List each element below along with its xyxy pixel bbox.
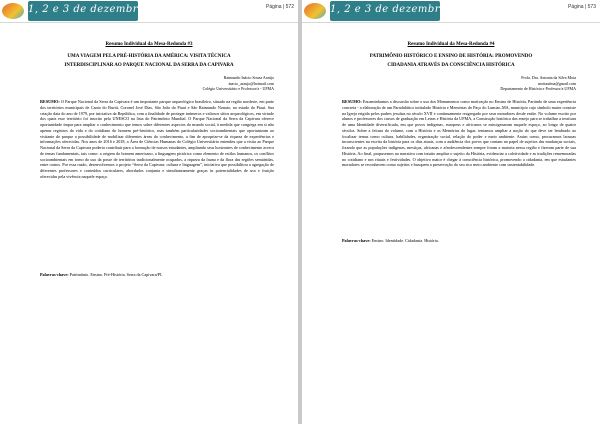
author-block	[203, 75, 274, 92]
abstract-title-line-1: PATRIMÔNIO HISTÓRICO E ENSINO DE HISTÓRIA: PROMOVENDO	[369, 54, 533, 59]
page-number: Página | 572	[266, 4, 294, 10]
banner-title: 1, 2 e 3 de dezembro de 2019	[28, 1, 138, 21]
abstract-title-line-2: CIDADANIA ATRAVÉS DA CONSCIÊNCIA HISTÓRICA	[387, 63, 515, 68]
conference-banner	[302, 0, 600, 23]
summary-label: RESUMO:	[40, 99, 60, 104]
abstract-body	[40, 99, 274, 180]
keywords-label: Palavras-chave:	[342, 238, 371, 243]
conference-banner	[0, 0, 298, 23]
author-block	[500, 75, 576, 92]
abstract-title	[342, 52, 560, 70]
author-name: Raimundo Inácio Souza Araújo	[223, 75, 274, 80]
author-affiliation: Departamento de História e Professor/a UFMA	[500, 86, 576, 91]
banner-decoration-icon	[2, 3, 24, 19]
summary-label: RESUMO:	[342, 99, 362, 104]
abstract-heading: Resumo Individual da Mesa-Redonda #4	[407, 42, 495, 47]
keywords	[40, 272, 274, 278]
page-right	[302, 0, 600, 424]
page-number: Página | 573	[568, 4, 596, 10]
author-affiliation: Colégio Universitário e Professor/a - UFMA	[202, 86, 274, 91]
keywords-text: Patrimônio. Ensino. Pré-História. Serra da Capivara/PI.	[69, 272, 163, 277]
keywords	[342, 238, 576, 244]
abstract-heading: Resumo Individual da Mesa-Redonda #3	[105, 42, 193, 47]
summary-text: O Parque Nacional da Serra da Capivara é um importante parque arqueológico brasileiro, situado na região nordeste, em parte dos territórios municipais de Canto do Buriti, Coronel José Dias, São João do Piauí e São Raimundo Nonato, no estado do Piauí. Sua criação data do ano de 1979, por iniciativa da República, com a finalidade de proteger inúmeros e valiosos sítios arqueológicos, em virtude dos quais esse território foi inscrito pela UNESCO na lista do Patrimônio Mundial. O Parque Nacional da Serra da Capivara oferece oportunidade ímpar para ampliar o conhecimento que temos sobre diferentes aspectos do mundo social, à medida que congrega em si não apenas registros da vida e do cotidiano do homem pré-histórico, mas também particularidades socioambientais que oportunizam ao visitante do parque a possibilidade de mobilizar diferentes áreas do conhecimento, a fim de apropriar-se da riqueza de experiências e informações oferecidas. Nos anos de 2016 e 2018, a Área de Ciências Humanas do Colégio Universitário entendeu que a visita ao Parque Nacional da Serra da Capivara poderia contribuir para a formação de nossos estudantes, ampliando seus horizontes de conhecimento acerca de temas fundamentais, tais como: a origem do homem americano, a linguagem pictórica como elemento de estilos humanos, os conflitos socioambientais em torno do uso da posse de territórios tradicionalmente ocupados, a riqueza da fauna e da flora das regiões semiáridas, entre outros. Por essa razão, desenvolvemos o projeto “Serra da Capivara: cultura e linguagem”, iniciativa que possibilitou a agregação de diferentes professores e conteúdos curriculares, abordados conjunta e simultaneamente graças às potencialidades de uso e fruição oferecidas pela vivência naquele espaço.	[40, 99, 275, 179]
abstract-body	[342, 99, 576, 168]
keywords-text: Ensino. Identidade. Cidadania. História.	[371, 238, 439, 243]
summary-text: Encaminhamos a discussão sobre o uso dos Monumentos como motivação no Ensino de História, Partindo de uma experiência concreta - a elaboração de um Paradidático intitulado História e Memórias do Paço do Lumiar–MA, município cujo símbolo maior consiste na Igreja erigida pelos padres jesuítas no século XVII e continuamente reagregado por seus moradores desde então. No volume escrito por alunos e professores dos cursos de graduação em Letras e História da UFMA, a Construção histórica das ensejo para se trabalhar a tessitura de uma Identidade diversificada, em que povos indígenas, europeus e africanos se miscigenaram naquele espaço, ao longo de quatro séculos. Sobre a feitura do volume, com a História e as Memórias do lugar, tentamos ampliar a noção do que deve ser lembrado ao focalizar temas como cultura, habilidades, organização social, relação do poder e meio ambiente. Assim como, procuramos lacunas inconscientes na escrita da história para os dias atuais, com a audiência dos povos que contam no papel de sujeitos das mudanças sociais, fixando que as populações indígenas, mestiças, africanas e afrodescendentes sempre foram a maioria nessa região e fizeram parte de sua História. Ao final, propusemos na narrativa com intuito ampliar o sujeito da História, evidenciar a coletividade e as tradições rememoradas no cotidiano e nos rituais e festividades. O objetivo maior é chegar à consciência histórica, promovendo a cidadania, em que estudantes moradores se reconhecem como sujeitos e busquem a preservação do seu rico meio ambiente com sustentabilidade.	[342, 99, 577, 168]
author-name: Profa. Dra. Antonia da Silva Mota	[521, 75, 576, 80]
keywords-label: Palavras-chave:	[40, 272, 69, 277]
author-email: inacio_araujo@hotmail.com	[228, 80, 274, 86]
abstract-title-line-1: UMA VIAGEM PELA PRÉ-HISTÓRIA DA AMÉRICA: VISITA TÉCNICA	[67, 54, 231, 59]
page-left	[0, 0, 298, 424]
banner-title: 1, 2 e 3 de dezembro de 2019	[330, 1, 440, 21]
abstract-title	[40, 52, 258, 70]
abstract-title-line-2: INTERDISCIPLINAR AO PARQUE NACIONAL DA SERRA DA CAPIVARA	[64, 63, 234, 68]
author-email: mottaufma@gmail.com	[537, 80, 576, 86]
banner-decoration-icon	[304, 3, 326, 19]
